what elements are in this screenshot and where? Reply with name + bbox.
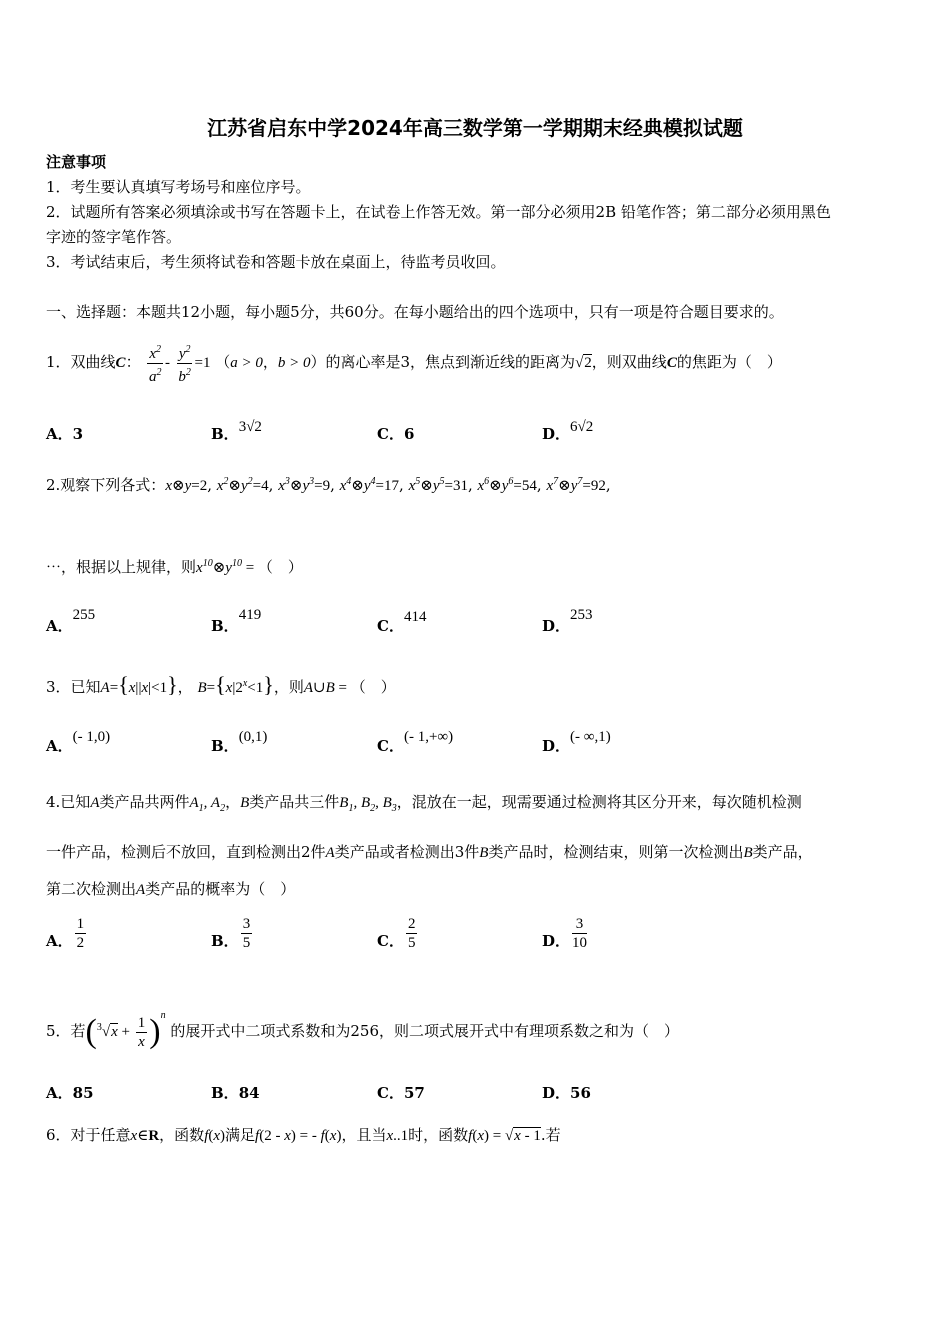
- q1-cond-b: b > 0: [277, 355, 311, 371]
- q3-option-b[interactable]: B．(0,1): [211, 729, 268, 755]
- q4-part-1: 4.已知: [46, 793, 91, 811]
- q2-rhs-4: 17: [384, 478, 400, 494]
- q1-option-d[interactable]: D．6√2: [542, 419, 594, 443]
- q4-part-5: ，混放在一起，现需要通过检测将其区分开来，每次随机检测: [396, 793, 802, 811]
- q4-part-4: 类产品共三件: [249, 793, 340, 811]
- q6-part-4: ，且当: [341, 1126, 387, 1144]
- q2-line2-prefix: ⋯，根据以上规律，则: [46, 558, 197, 576]
- q2-option-c[interactable]: C．414: [377, 609, 427, 635]
- q2-rhs-3: 9: [322, 478, 331, 494]
- q4-option-a[interactable]: A． $\frac{1}{2}$: [46, 916, 85, 951]
- q1-cond-a: a > 0: [230, 355, 263, 371]
- q1-frac-x: $\frac{x^2}{a^2}$: [147, 341, 163, 386]
- question-3: 3．已知A={x||x|<1}， $B=\{x|2^x<1\}$，则A∪B = （ ）: [46, 672, 396, 697]
- q1-option-a[interactable]: A．3: [46, 425, 84, 443]
- question-4: 4.已知A类产品共两件$A_1$, $A_2$，B类产品共三件$B_1$, $B_2$, $B_3$，混放在一起，现需要通过检测将其区分开来，每次随机检测: [46, 793, 802, 814]
- question-2: 2.观察下列各式：x⊗y=2, $x^2\otimes y^2=4$, $x^3\otimes y^3=9$, $x^4\otimes y^4=17$, $x^5\otimes y^5=31$, $x^6\otimes y^6=54$, $x^7\otimes y^7=92$,: [46, 476, 611, 494]
- q2-rhs-7: 92: [590, 478, 606, 494]
- q2-rhs-5: 31: [452, 478, 468, 494]
- question-5: 5．若($^3$√x + $\frac{1}{x}$ )$^n$ 的展开式中二项式系数和为256，则二项式展开式中有理项系数之和为（ ）: [46, 1010, 679, 1050]
- q2-rhs-1: 2: [199, 478, 208, 494]
- q2-option-b[interactable]: B．419: [211, 607, 262, 635]
- q5-option-b[interactable]: B．84: [211, 1084, 260, 1102]
- q1-text-3: 的焦距为（ ）: [676, 353, 782, 371]
- q1-curve-name: C: [115, 355, 126, 371]
- q2-rhs-2: 4: [261, 478, 269, 494]
- notice-heading: 注意事项: [46, 153, 107, 171]
- question-4-line3: 第二次检测出A类产品的概率为（ ）: [46, 880, 296, 898]
- q5-option-d[interactable]: D．56: [542, 1084, 591, 1102]
- q1-prefix: 1．双曲线: [46, 353, 116, 371]
- q1-paren-open: （: [215, 353, 231, 371]
- notice-item-1: 1．考生要认真填写考场号和座位序号。: [46, 178, 311, 196]
- q6-part-2: ，函数: [159, 1126, 205, 1144]
- q1-text-1: ）的离心率是3，焦点到渐近线的距离为: [310, 353, 576, 371]
- question-4-line2: 一件产品，检测后不放回，直到检测出2件A类产品或者检测出3件B类产品时，检测结束，则第一次检测出B类产品，: [46, 843, 813, 861]
- q2-line2-suffix: （ ）: [257, 558, 303, 576]
- q6-part-6: .若: [540, 1126, 561, 1144]
- q5-option-c[interactable]: C．57: [377, 1084, 425, 1102]
- q1-text-2: ，则双曲线: [591, 353, 667, 371]
- q2-option-d[interactable]: D．253: [542, 607, 593, 635]
- q3-prefix: 3．已知: [46, 678, 101, 696]
- q4-part-3: ，: [225, 793, 241, 811]
- q1-option-b[interactable]: B．3√2: [211, 419, 262, 443]
- question-2-line2: ⋯，根据以上规律，则$x^{10}\otimes y^{10}$ = （ ）: [46, 558, 303, 576]
- q5-option-a[interactable]: A．85: [46, 1084, 94, 1102]
- page-title: 江苏省启东中学2024年高三数学第一学期期末经典模拟试题: [207, 116, 743, 140]
- q3-option-a[interactable]: A．(- 1,0): [46, 729, 111, 755]
- q1-comma: ，: [262, 353, 278, 371]
- q5-suffix: 的展开式中二项式系数和为256，则二项式展开式中有理项系数之和为（ ）: [170, 1022, 679, 1040]
- q5-prefix: 5．若: [46, 1022, 86, 1040]
- q1-colon: ：: [125, 353, 141, 371]
- q1-frac-y: $\frac{y^2}{b^2}$: [177, 341, 193, 386]
- q6-part-5: 时，函数: [408, 1126, 469, 1144]
- q4-option-d[interactable]: D． $\frac{3}{10}$: [542, 916, 588, 951]
- q4-option-b[interactable]: B． $\frac{3}{5}$: [211, 916, 251, 951]
- question-1: 1．双曲线C： $\frac{x^2}{a^2}$ - $\frac{y^2}{b^2}$ =1 （a > 0，b > 0）的离心率是3，焦点到渐近线的距离为√2，则双曲线C的焦距为（ ）: [46, 340, 782, 386]
- q3-option-d[interactable]: D．(- ∞,1): [542, 729, 611, 755]
- q4-option-c[interactable]: C． $\frac{2}{5}$: [377, 916, 416, 951]
- q2-prefix: 2.观察下列各式：: [46, 476, 166, 494]
- q1-curve-name-2: C: [666, 355, 677, 371]
- q3-option-c[interactable]: C．(- 1,+∞): [377, 729, 454, 755]
- notice-item-2-cont: 字迹的签字笔作答。: [46, 228, 182, 246]
- q2-rhs-6: 54: [521, 478, 537, 494]
- q4-part-2: 类产品共两件: [99, 793, 190, 811]
- q2-option-a[interactable]: A．255: [46, 607, 96, 635]
- q3-comma: ，: [177, 678, 193, 696]
- section-heading: 一、选择题：本题共12小题，每小题5分，共60分。在每小题给出的四个选项中，只有一项是符合题目要求的。: [46, 303, 784, 321]
- question-6: 6．对于任意x∈R，函数f(x)满足f(2 - x) = - f(x)，且当x..1时，函数f(x) = √x - 1.若: [46, 1126, 561, 1144]
- notice-item-3: 3．考试结束后，考生须将试卷和答题卡放在桌面上，待监考员收回。: [46, 253, 506, 271]
- q6-part-1: 6．对于任意: [46, 1126, 131, 1144]
- q3-then: ，则: [273, 678, 304, 696]
- q6-part-3: 满足: [225, 1126, 256, 1144]
- notice-item-2: 2．试题所有答案必须填涂或书写在答题卡上，在试卷上作答无效。第一部分必须用2B 铅笔作答；第二部分必须用黑色: [46, 203, 831, 221]
- q3-suffix: （ ）: [350, 678, 396, 696]
- q1-option-c[interactable]: C．6: [377, 425, 415, 443]
